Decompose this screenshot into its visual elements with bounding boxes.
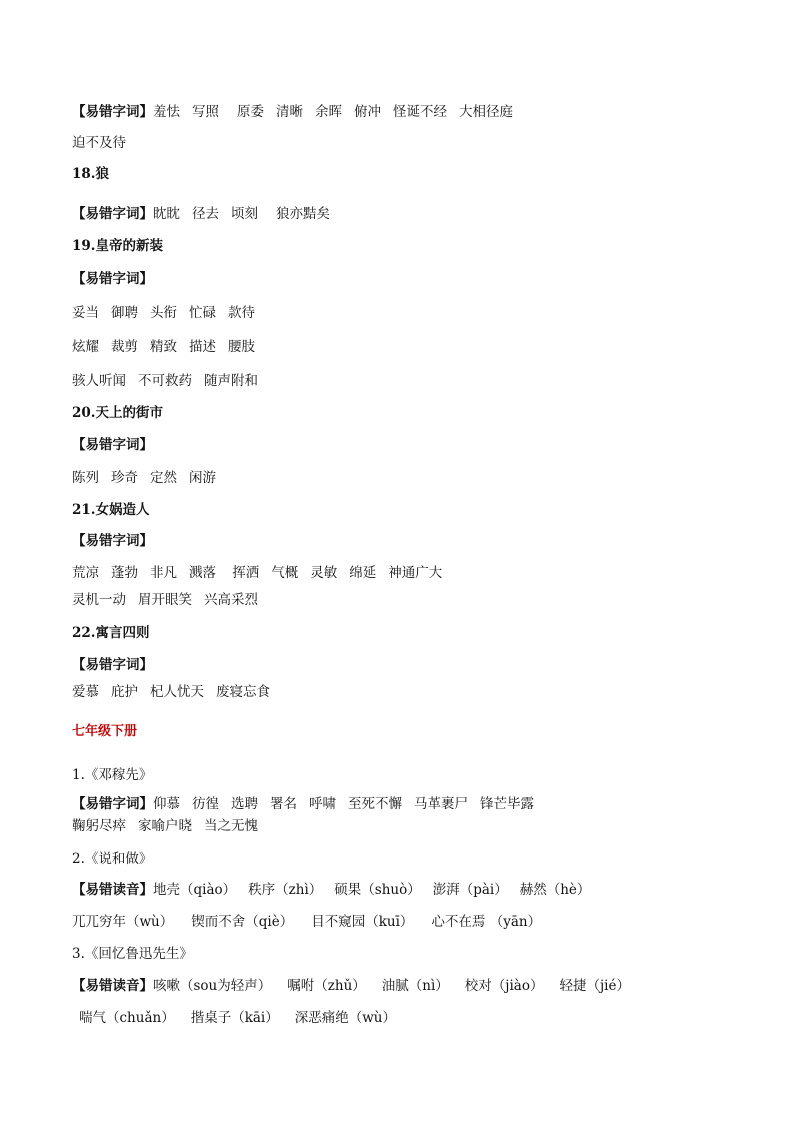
- lesson-heading: 21.女娲造人: [72, 502, 150, 518]
- word: 兀兀穷年（wù）: [72, 914, 174, 930]
- tag-label: 【易错字词】: [72, 657, 153, 673]
- word-line: [72, 469, 216, 487]
- word: 蓬勃: [111, 565, 138, 581]
- word-line: [72, 881, 590, 899]
- word: 心不在焉 （yān）: [431, 914, 542, 930]
- word: 定然: [150, 470, 177, 486]
- word: 杞人忧天: [150, 684, 204, 700]
- word: 气概: [271, 565, 299, 581]
- word: 赫然（hè）: [519, 882, 591, 898]
- word: 硕果（shuò）: [334, 882, 421, 898]
- word: 挥洒: [232, 565, 260, 581]
- tag-label: 【易错字词】: [72, 437, 153, 453]
- word-line: [72, 591, 258, 609]
- lesson-heading: 19.皇帝的新装: [72, 238, 163, 254]
- word-line: [72, 338, 255, 356]
- word-line: [72, 372, 258, 390]
- word: 仰慕: [153, 796, 180, 812]
- word: 不可救药: [138, 373, 192, 389]
- word: 余晖: [315, 104, 342, 120]
- tag-label: 【易错读音】: [72, 882, 153, 898]
- word: 迫不及待: [72, 135, 126, 151]
- word: 灵机一动: [72, 592, 126, 608]
- word-line: [72, 103, 513, 121]
- tag-label: 【易错字词】: [72, 271, 153, 287]
- tag-label: 【易错字词】: [72, 796, 153, 812]
- word: 灵敏: [310, 565, 338, 581]
- word: 径去: [192, 206, 219, 222]
- word: 当之无愧: [204, 818, 258, 834]
- word: 呼啸: [309, 796, 336, 812]
- word: 废寝忘食: [216, 684, 270, 700]
- word: 咳嗽（sou为轻声）: [153, 978, 272, 994]
- word-line: [72, 205, 330, 223]
- word: 绵延: [349, 565, 377, 581]
- word: 原委: [237, 104, 264, 120]
- word-line: [72, 817, 258, 835]
- word: 御聘: [111, 305, 138, 321]
- word: 狼亦黠矣: [276, 206, 330, 222]
- tag-label: 【易错字词】: [72, 104, 153, 120]
- word: 锋芒毕露: [480, 796, 534, 812]
- tag-label: 【易错字词】: [72, 206, 153, 222]
- word: 溅落: [189, 565, 216, 581]
- word-line: [72, 656, 153, 674]
- word: 随声附和: [204, 373, 258, 389]
- word: 嘱咐（zhǔ）: [287, 978, 366, 994]
- word: 羞怯: [153, 104, 180, 120]
- word: 珍奇: [111, 470, 138, 486]
- lesson-heading: 20.天上的街市: [72, 405, 163, 421]
- word: 眉开眼笑: [138, 592, 192, 608]
- word: 神通广大: [388, 565, 443, 581]
- word: 庇护: [111, 684, 138, 700]
- word: 大相径庭: [459, 104, 513, 120]
- word: 选聘: [231, 796, 258, 812]
- word: 地壳（qiào）: [153, 882, 237, 898]
- word: 炫耀: [72, 339, 99, 355]
- word: 揩桌子（kāi）: [190, 1010, 279, 1026]
- tag-label: 【易错字词】: [72, 533, 153, 549]
- word-line: [72, 270, 153, 288]
- word: 陈列: [72, 470, 99, 486]
- lesson-title: 1.《邓稼先》: [72, 767, 153, 783]
- word: 鞠躬尽瘁: [72, 818, 126, 834]
- word: 爱慕: [72, 684, 99, 700]
- word: 忙碌: [189, 305, 216, 321]
- word-line: [72, 795, 534, 813]
- word: 校对（jiào）: [464, 978, 544, 994]
- word-line: [72, 436, 153, 454]
- lesson-heading: 18.狼: [72, 166, 109, 182]
- word: 澎湃（pài）: [432, 882, 508, 898]
- lesson-title: 3.《回忆鲁迅先生》: [72, 946, 193, 962]
- word-line: [72, 913, 541, 931]
- word: 深恶痛绝（wù）: [294, 1010, 396, 1026]
- word: 非凡: [150, 565, 177, 581]
- word-line: [79, 1009, 396, 1027]
- word-line: [72, 304, 255, 322]
- word-line: [72, 683, 270, 701]
- word: 署名: [270, 796, 297, 812]
- word: 彷徨: [192, 796, 219, 812]
- word: 眈眈: [153, 206, 180, 222]
- word: 清晰: [276, 104, 303, 120]
- word: 描述: [189, 339, 216, 355]
- word-line: [72, 977, 630, 995]
- word: 头衔: [150, 305, 177, 321]
- word-line: [72, 564, 442, 582]
- word: 喘气（chuǎn）: [79, 1010, 175, 1026]
- word: 荒凉: [72, 565, 99, 581]
- word: 裁剪: [111, 339, 138, 355]
- word: 轻捷（jié）: [559, 978, 630, 994]
- word: 写照: [192, 104, 219, 120]
- word-line: [72, 134, 126, 152]
- word: 油腻（nì）: [381, 978, 449, 994]
- word: 俯冲: [354, 104, 381, 120]
- word: 款待: [228, 305, 255, 321]
- word: 腰肢: [228, 339, 255, 355]
- tag-label: 【易错读音】: [72, 978, 153, 994]
- word: 家喻户晓: [138, 818, 192, 834]
- word: 怪诞不经: [393, 104, 447, 120]
- word: 精致: [150, 339, 177, 355]
- lesson-heading: 22.寓言四则: [72, 625, 150, 641]
- word: 秩序（zhì）: [248, 882, 323, 898]
- word: 顷刻: [231, 206, 258, 222]
- word: 闲游: [189, 470, 216, 486]
- lesson-title: 2.《说和做》: [72, 851, 153, 867]
- word-line: [72, 532, 153, 550]
- word: 锲而不舍（qiè）: [191, 914, 294, 930]
- section-heading: 七年级下册: [72, 724, 138, 739]
- word: 至死不懈: [348, 796, 402, 812]
- word: 目不窥园（kuī）: [311, 914, 414, 930]
- word: 兴高采烈: [204, 592, 258, 608]
- word: 骇人听闻: [72, 373, 126, 389]
- word: 马革裹尸: [414, 796, 468, 812]
- word: 妥当: [72, 305, 99, 321]
